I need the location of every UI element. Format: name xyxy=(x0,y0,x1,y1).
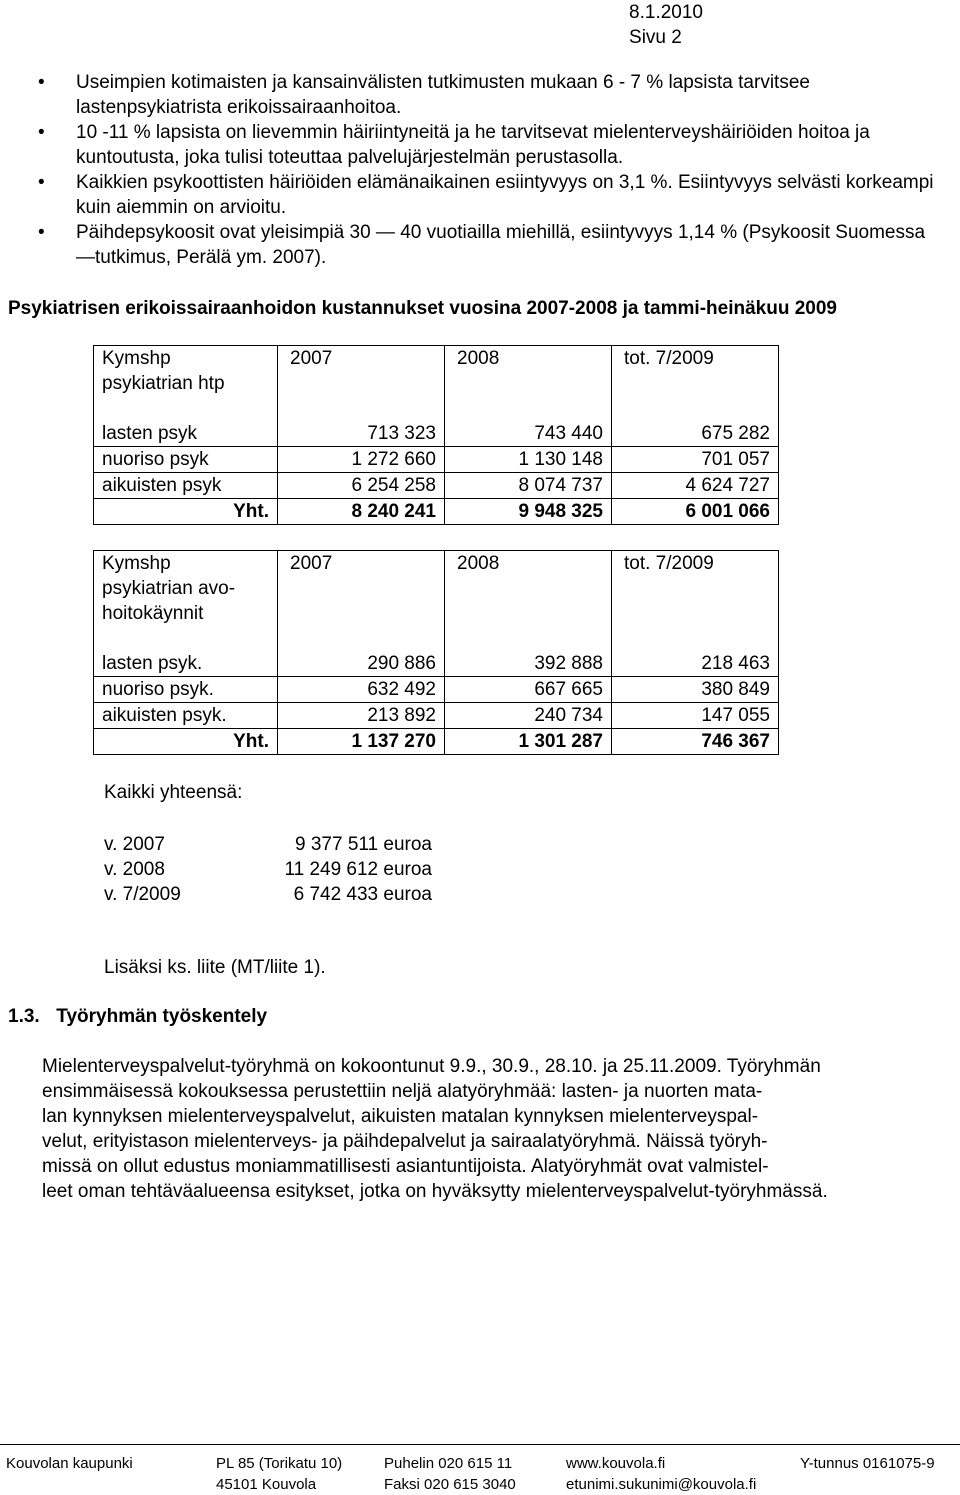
paragraph-line: ensimmäisessä kokouksessa perustettiin neljä alatyöryhmää: lasten- ja nuorten mata- xyxy=(42,1081,763,1102)
total-label: Yht. xyxy=(94,499,278,525)
table-row xyxy=(94,703,779,729)
header-page: Sivu 2 xyxy=(629,27,682,48)
row-label: nuoriso psyk. xyxy=(94,677,278,703)
cell-2008: 8 074 737 xyxy=(445,473,612,499)
cell-2007: 1 272 660 xyxy=(278,447,445,473)
section2-heading xyxy=(8,1004,267,1029)
footer-address-line: PL 85 (Torikatu 10) xyxy=(216,1455,343,1472)
table-header-cell: 2007 xyxy=(278,551,445,627)
bullet-text: Kaikkien psykoottisten häiriöiden elämänaikainen esiintyvyys on 3,1 %. Esiintyvyys selvästi korkeampi kuin aiemmin on arvioitu. xyxy=(76,172,934,218)
cell-2009: 147 055 xyxy=(612,703,779,729)
cost-table-inpatient xyxy=(93,345,779,525)
bullet-list xyxy=(38,70,948,270)
totals-amount: 9 377 511 euroa xyxy=(295,834,432,855)
page-footer xyxy=(0,1444,960,1493)
cell-2007: 6 254 258 xyxy=(278,473,445,499)
table-row xyxy=(94,651,779,677)
footer-email-link[interactable]: etunimi.sukunimi@kouvola.fi xyxy=(566,1476,757,1493)
totals-amount: 11 249 612 euroa xyxy=(284,859,432,880)
row-label: aikuisten psyk. xyxy=(94,703,278,729)
bullet-item xyxy=(38,120,948,170)
row-label: lasten psyk. xyxy=(94,651,278,677)
footer-website-link[interactable]: www.kouvola.fi xyxy=(566,1455,666,1472)
table-row xyxy=(94,421,779,447)
section-title: Psykiatrisen erikoissairaanhoidon kustannukset vuosina 2007-2008 ja tammi-heinäkuu 2009 xyxy=(8,298,837,319)
table-row xyxy=(94,447,779,473)
cell-2008: 1 130 148 xyxy=(445,447,612,473)
total-2008: 9 948 325 xyxy=(445,499,612,525)
footer-business-id: Y-tunnus 0161075-9 xyxy=(800,1455,935,1472)
bullet-text: Päihdepsykoosit ovat yleisimpiä 30 — 40 vuotiailla miehillä, esiintyvyys 1,14 % (Psykoosit Suomessa —tutkimus, Perälä ym. 2007). xyxy=(76,222,926,268)
total-2008: 1 301 287 xyxy=(445,729,612,755)
cell-2007: 213 892 xyxy=(278,703,445,729)
bullet-dot: • xyxy=(38,222,45,243)
row-label: lasten psyk xyxy=(94,421,278,447)
table-header-cell: 2008 xyxy=(445,346,612,397)
cell-2007: 713 323 xyxy=(278,421,445,447)
cell-2008: 392 888 xyxy=(445,651,612,677)
cell-2008: 240 734 xyxy=(445,703,612,729)
table-total-row xyxy=(94,499,779,525)
cell-2009: 218 463 xyxy=(612,651,779,677)
table-header-cell: 2008 xyxy=(445,551,612,627)
table-row xyxy=(94,677,779,703)
section2-number: 1.3. xyxy=(8,1006,40,1027)
bullet-item xyxy=(38,220,948,270)
table-header-cell: tot. 7/2009 xyxy=(612,346,779,397)
cell-2009: 675 282 xyxy=(612,421,779,447)
cell-2007: 632 492 xyxy=(278,677,445,703)
cell-2008: 743 440 xyxy=(445,421,612,447)
total-2007: 8 240 241 xyxy=(278,499,445,525)
bullet-item xyxy=(38,70,948,120)
section2-title: Työryhmän työskentely xyxy=(56,1006,268,1027)
cell-2007: 290 886 xyxy=(278,651,445,677)
totals-label: Kaikki yhteensä: xyxy=(104,782,243,803)
paragraph-line: missä on ollut edustus moniammatillisesti asiantuntijoista. Alatyöryhmät ovat valmistel- xyxy=(42,1156,769,1177)
table-row xyxy=(94,473,779,499)
table-header-cell: 2007 xyxy=(278,346,445,397)
bullet-item xyxy=(38,170,948,220)
table-total-row xyxy=(94,729,779,755)
bullet-dot: • xyxy=(38,172,45,193)
footer-org: Kouvolan kaupunki xyxy=(6,1455,133,1472)
paragraph-line: Mielenterveyspalvelut-työryhmä on kokoontunut 9.9., 30.9., 28.10. ja 25.11.2009. Työryhmän xyxy=(42,1056,821,1077)
appendix-note: Lisäksi ks. liite (MT/liite 1). xyxy=(104,957,326,978)
totals-year: v. 2007 xyxy=(104,834,165,855)
total-2009: 746 367 xyxy=(612,729,779,755)
total-2009: 6 001 066 xyxy=(612,499,779,525)
footer-fax-number: Faksi 020 615 3040 xyxy=(384,1476,516,1493)
row-label: aikuisten psyk xyxy=(94,473,278,499)
footer-address-line: 45101 Kouvola xyxy=(216,1476,317,1493)
totals-row xyxy=(104,857,432,882)
bullet-dot: • xyxy=(38,72,45,93)
bullet-dot: • xyxy=(38,122,45,143)
paragraph-line: lan kynnyksen mielenterveyspalvelut, aikuisten matalan kynnyksen mielenterveyspal- xyxy=(42,1106,759,1127)
paragraph-line: leet oman tehtäväalueensa esitykset, jotka on hyväksytty mielenterveyspalvelut-työryhmässä. xyxy=(42,1181,828,1202)
bullet-text: Useimpien kotimaisten ja kansainvälisten tutkimusten mukaan 6 - 7 % lapsista tarvitsee lastenpsykiatrista erikoissairaanhoitoa. xyxy=(76,72,810,118)
totals-year: v. 2008 xyxy=(104,859,165,880)
section2-paragraph xyxy=(42,1054,828,1204)
footer-phone-number: Puhelin 020 615 11 xyxy=(384,1455,513,1472)
paragraph-line: velut, erityistason mielenterveys- ja päihdepalvelut ja sairaalatyöryhmä. Näissä työryh- xyxy=(42,1131,768,1152)
cell-2008: 667 665 xyxy=(445,677,612,703)
cell-2009: 380 849 xyxy=(612,677,779,703)
totals-amount: 6 742 433 euroa xyxy=(293,884,432,905)
row-label: nuoriso psyk xyxy=(94,447,278,473)
totals-row xyxy=(104,882,432,907)
totals-row xyxy=(104,832,432,857)
bullet-text: 10 -11 % lapsista on lievemmin häiriintyneitä ja he tarvitsevat mielenterveyshäiriöiden hoitoa ja kuntoutusta, joka tulisi toteuttaa palvelujärjestelmän perustasolla. xyxy=(76,122,870,168)
totals-list xyxy=(104,832,432,907)
cost-table-outpatient xyxy=(93,550,779,755)
table-header-cell: tot. 7/2009 xyxy=(612,551,779,627)
table-header-cell: Kymshp psykiatrian avo- hoitokäynnit xyxy=(94,551,278,627)
total-2007: 1 137 270 xyxy=(278,729,445,755)
totals-year: v. 7/2009 xyxy=(104,884,181,905)
page-header xyxy=(629,0,703,50)
cell-2009: 701 057 xyxy=(612,447,779,473)
header-date: 8.1.2010 xyxy=(629,2,703,23)
table-header-cell: Kymshp psykiatrian htp xyxy=(94,346,278,397)
total-label: Yht. xyxy=(94,729,278,755)
cell-2009: 4 624 727 xyxy=(612,473,779,499)
